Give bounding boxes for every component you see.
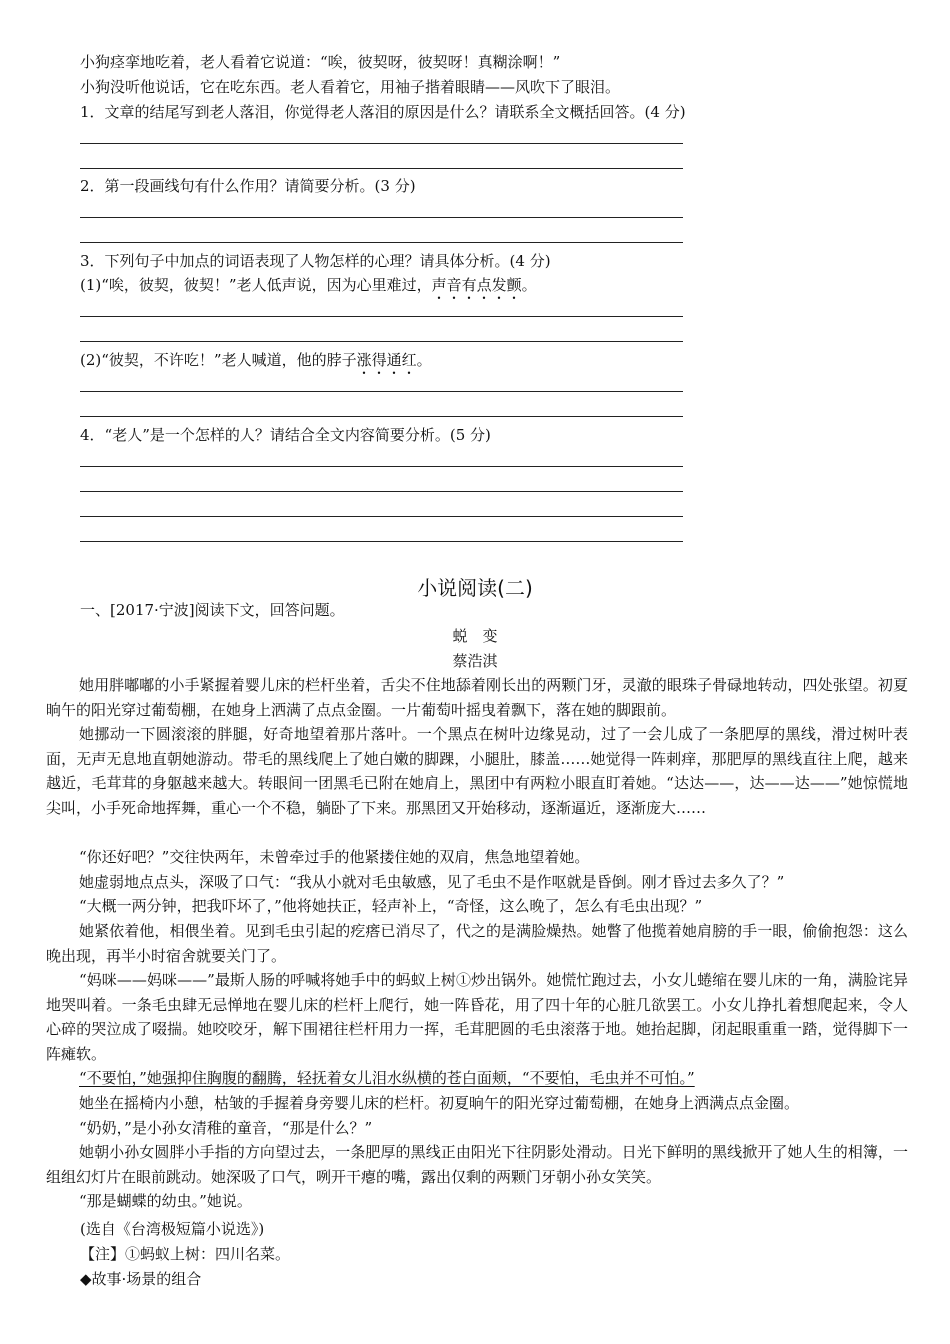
answer-line[interactable] [80,316,683,317]
answer-line[interactable] [80,217,683,218]
story-paragraph-3: “你还好吧？”交往快两年，未曾牵过手的他紧搂住她的双肩，焦急地望着她。 [79,848,590,866]
story-paragraph-2: 她挪动一下圆滚滚的胖腿，好奇地望着那片落叶。一个黑点在树叶边缘晃动，过了一会儿成了一条肥厚的黑线，滑过树叶表面，无声无息地直朝她游动。带毛的黑线爬上了她白嫩的脚踝，小腿肚，膝盖……她觉得一阵刺痒，那肥厚的黑线直往上爬，越来越近，毛茸茸的身躯越来越大。转眼间一团黑毛已附在她肩上，黑团中有两粒小眼直盯着她。“达达——，达——达——”她惊慌地尖叫，小手死命地挥舞，重心一个不稳，躺卧了下来。那黑团又开始移动，逐渐逼近，逐渐庞大…… [46,725,908,817]
story-author: 蔡浩淇 [452,652,498,670]
q3-1-text: (1)“唉，彼契，彼契！”老人低声说，因为心里难过， [80,276,432,294]
answer-line[interactable] [80,491,683,492]
section-title: 小说阅读(二) [417,576,533,600]
answer-line[interactable] [80,466,683,467]
section-footer: ◆故事·场景的组合 [80,1270,202,1288]
intro-line-1: 小狗痉挛地吃着，老人看着它说道：“唉，彼契呀，彼契呀！真糊涂啊！” [80,53,561,71]
section-prompt: 一、[2017·宁波]阅读下文，回答问题。 [80,601,345,619]
answer-line[interactable] [80,242,683,243]
story-paragraph-9: 她坐在摇椅内小憩，枯皱的手握着身旁婴儿床的栏杆。初夏晌午的阳光穿过葡萄棚，在她身上洒满点点金圈。 [79,1094,800,1112]
question-1: 1．文章的结尾写到老人落泪，你觉得老人落泪的原因是什么？请联系全文概括回答。(4 分) [80,103,686,121]
q3-2-end: 。 [416,351,432,369]
story-paragraph-5: “大概一两分钟，把我吓坏了，”他将她扶正，轻声补上，“奇怪，这么晚了，怎么有毛虫出现？” [79,897,703,915]
question-3-item-2 [80,350,432,378]
footnote: 【注】①蚂蚁上树：四川名菜。 [80,1245,291,1263]
question-2: 2．第一段画线句有什么作用？请简要分析。(3 分) [80,177,416,195]
q3-1-end: 。 [521,276,537,294]
story-paragraph-10: “奶奶，”是小孙女清稚的童音，“那是什么？” [79,1119,373,1137]
question-4: 4．“老人”是一个怎样的人？请结合全文内容简要分析。(5 分) [80,426,491,444]
underlined-sentence: “不要怕，”她强抑住胸腹的翻腾，轻抚着女儿泪水纵横的苍白面颊，“不要怕，毛虫并不可怕。” [79,1069,695,1087]
story-paragraph-12: “那是蝴蝶的幼虫。”她说。 [79,1192,252,1210]
answer-line[interactable] [80,416,683,417]
story-paragraph-7: “妈咪——妈咪——”最斯人肠的呼喊将她手中的蚂蚁上树①炒出锅外。她慌忙跑过去，小女儿蜷缩在婴儿床的一角，满脸诧异地哭叫着。一条毛虫肆无忌惮地在婴儿床的栏杆上爬行，她一阵昏花，用了四十年的心脏几欲罢工。小女儿挣扎着想爬起来，令人心碎的哭泣成了啜揣。她咬咬牙，解下围裙往栏杆用力一挥，毛茸肥圆的毛虫滚落于地。她抬起脚，闭起眼重重一踏，觉得脚下一阵瘫软。 [46,971,908,1063]
story-paragraph-6: 她紧依着他，相偎坐着。见到毛虫引起的疙瘩已消尽了，代之的是满脸燥热。她瞥了他揽着她肩膀的手一眼，偷偷抱怨：这么晚出现，再半小时宿舍就要关门了。 [46,922,908,965]
source-citation: (选自《台湾极短篇小说选》) [80,1220,265,1238]
answer-line[interactable] [80,516,683,517]
intro-line-2: 小狗没听他说话，它在吃东西。老人看着它，用袖子揩着眼睛——风吹下了眼泪。 [80,78,621,96]
answer-line[interactable] [80,143,683,144]
story-paragraph-11: 她朝小孙女圆胖小手指的方向望过去，一条肥厚的黑线正由阳光下往阴影处滑动。日光下鲜明的黑线掀开了她人生的相簿，一组组幻灯片在眼前跳动。她深吸了口气，咧开干瘪的嘴，露出仅剩的两颗门牙朝小孙女笑笑。 [46,1143,908,1186]
question-3-item-1 [80,275,537,303]
answer-line[interactable] [80,341,683,342]
answer-line[interactable] [80,168,683,169]
answer-line[interactable] [80,391,683,392]
answer-line[interactable] [80,541,683,542]
q3-2-text: (2)“彼契，不许吃！”老人喊道，他的脖子 [80,351,357,369]
dotted-words: 声音有点发颤 [431,276,522,294]
story-paragraph-1: 她用胖嘟嘟的小手紧握着婴儿床的栏杆坐着，舌尖不住地舔着刚长出的两颗门牙，灵澈的眼珠子骨碌地转动，四处张望。初夏晌午的阳光穿过葡萄棚，在她身上洒满了点点金圈。一片葡萄叶摇曳着飘下，落在她的脚跟前。 [46,676,908,719]
story-paragraph-4: 她虚弱地点点头，深吸了口气：“我从小就对毛虫敏感，见了毛虫不是作呕就是昏倒。刚才昏过去多久了？” [79,873,785,891]
story-paragraph-8 [46,1066,908,1091]
question-3: 3．下列句子中加点的词语表现了人物怎样的心理？请具体分析。(4 分) [80,252,551,270]
story-title: 蜕 变 [452,627,498,645]
dotted-words: 涨得通红 [356,351,417,369]
